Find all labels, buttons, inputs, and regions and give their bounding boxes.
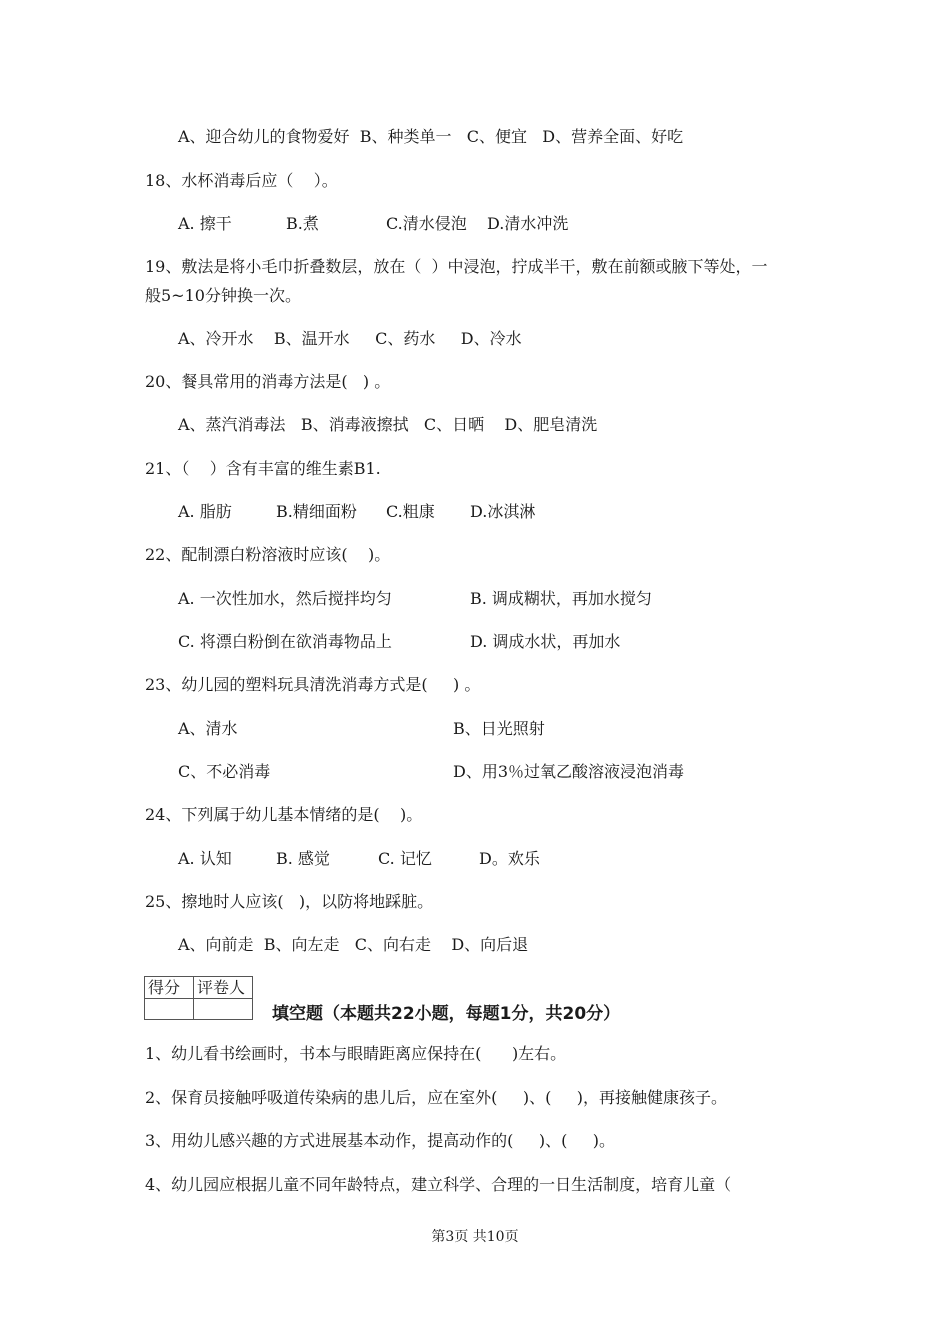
question-19-line1: 19、敷法是将小毛巾折叠数层，放在（ ）中浸泡，拧成半干，敷在前额或腋下等处，一 (145, 257, 768, 276)
q21-option-a: A. 脂肪 (178, 502, 232, 521)
score-cell (145, 999, 194, 1020)
question-18: 18、水杯消毒后应（ ）。 (145, 171, 338, 190)
q23-option-a: A、清水 (178, 719, 238, 738)
q18-option-d: D.清水冲洗 (487, 214, 569, 233)
question-21: 21、（ ）含有丰富的维生素B1. (145, 459, 381, 478)
q22-options-row2 (0, 632, 950, 712)
question-23: 23、幼儿园的塑料玩具清洗消毒方式是( ) 。 (145, 675, 481, 694)
fill-question-3: 3、用幼儿感兴趣的方式进展基本动作，提高动作的( )、( )。 (145, 1131, 616, 1150)
q24-option-c: C. 记忆 (378, 849, 432, 868)
question-20: 20、餐具常用的消毒方法是( ) 。 (145, 372, 391, 391)
q23-option-c: C、不必消毒 (178, 762, 271, 781)
question-19-line2: 般5~10分钟换一次。 (145, 286, 301, 305)
q18-option-b: B.煮 (286, 214, 319, 233)
q22-option-a: A. 一次性加水，然后搅拌均匀 (178, 589, 392, 608)
score-label: 得分 (145, 977, 194, 999)
question-24: 24、下列属于幼儿基本情绪的是( )。 (145, 805, 423, 824)
q21-option-c: C.粗康 (386, 502, 435, 521)
grader-cell (194, 999, 253, 1020)
q22-option-d: D. 调成水状，再加水 (470, 632, 621, 651)
q24-option-d: D。欢乐 (479, 849, 540, 868)
page-footer: 第3页 共10页 (431, 1229, 519, 1245)
q23-option-d: D、用3％过氧乙酸溶液浸泡消毒 (453, 762, 685, 781)
grader-label: 评卷人 (194, 977, 253, 999)
question-22: 22、配制漂白粉溶液时应该( )。 (145, 545, 391, 564)
q24-option-a: A. 认知 (178, 849, 232, 868)
q18-option-c: C.清水侵泡 (386, 214, 467, 233)
fill-question-1: 1、幼儿看书绘画时，书本与眼睛距离应保持在( )左右。 (145, 1044, 567, 1063)
q25-options: A、向前走 B、向左走 C、向右走 D、向后退 (178, 935, 529, 954)
q22-option-b: B. 调成糊状，再加水搅匀 (470, 589, 652, 608)
q24-option-b: B. 感觉 (276, 849, 330, 868)
q21-option-d: D.冰淇淋 (470, 502, 536, 521)
question-25: 25、擦地时人应该( )，以防将地踩脏。 (145, 892, 434, 911)
fill-question-4: 4、幼儿园应根据儿童不同年龄特点，建立科学、合理的一日生活制度，培育儿童（ (145, 1175, 732, 1194)
q22-option-c: C. 将漂白粉倒在欲消毒物品上 (178, 632, 392, 651)
q23-options-row2 (0, 762, 950, 842)
fill-question-2: 2、保育员接触呼吸道传染病的患儿后，应在室外( )、( )，再接触健康孩子。 (145, 1088, 728, 1107)
q20-options: A、蒸汽消毒法 B、消毒液擦拭 C、日晒 D、肥皂清洗 (178, 415, 598, 434)
q21-option-b: B.精细面粉 (276, 502, 357, 521)
q17-options: A、迎合幼儿的食物爱好 B、种类单一 C、便宜 D、营养全面、好吃 (178, 127, 684, 146)
section-title: 填空题（本题共22小题，每题1分，共20分） (272, 1004, 621, 1024)
q19-options: A、冷开水 B、温开水 C、药水 D、冷水 (178, 329, 522, 348)
q23-option-b: B、日光照射 (453, 719, 545, 738)
score-table (144, 976, 253, 1020)
q18-option-a: A. 擦干 (178, 214, 232, 233)
